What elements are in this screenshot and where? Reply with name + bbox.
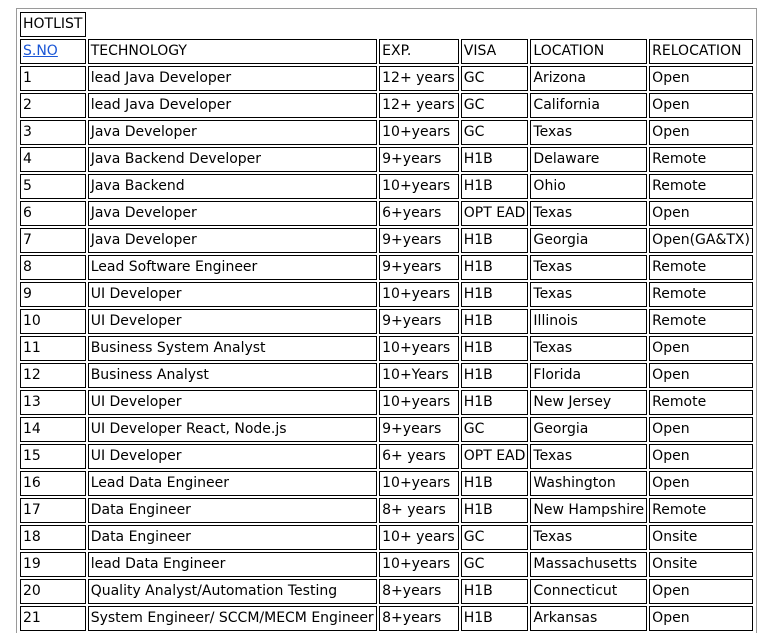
title-row-spacer: [88, 12, 753, 37]
cell-exp: 8+ years: [379, 498, 459, 523]
cell-technology: Lead Data Engineer: [88, 471, 377, 496]
cell-visa: H1B: [461, 174, 529, 199]
table-row: [20, 444, 753, 469]
cell-relocation: Remote: [649, 147, 753, 172]
cell-location: Texas: [530, 336, 647, 361]
cell-exp: 10+years: [379, 120, 459, 145]
cell-technology: UI Developer React, Node.js: [88, 417, 377, 442]
cell-location: Texas: [530, 282, 647, 307]
header-row: [20, 39, 753, 64]
table-row: [20, 174, 753, 199]
cell-sno: 11: [20, 336, 86, 361]
cell-relocation: Open: [649, 579, 753, 604]
table-row: [20, 417, 753, 442]
cell-location: Texas: [530, 201, 647, 226]
cell-visa: OPT EAD: [461, 201, 529, 226]
cell-location: Texas: [530, 255, 647, 280]
cell-relocation: Open: [649, 93, 753, 118]
cell-location: Delaware: [530, 147, 647, 172]
cell-visa: H1B: [461, 579, 529, 604]
cell-visa: H1B: [461, 309, 529, 334]
cell-technology: Java Developer: [88, 228, 377, 253]
table-row: [20, 282, 753, 307]
header-location: LOCATION: [530, 39, 647, 64]
hotlist-title: HOTLIST: [20, 12, 86, 37]
table-row: [20, 525, 753, 550]
cell-visa: GC: [461, 417, 529, 442]
cell-sno: 8: [20, 255, 86, 280]
table-row: [20, 66, 753, 91]
cell-relocation: Open: [649, 336, 753, 361]
cell-technology: System Engineer/ SCCM/MECM Engineer: [88, 606, 377, 631]
cell-relocation: Remote: [649, 282, 753, 307]
cell-sno: 12: [20, 363, 86, 388]
cell-technology: Data Engineer: [88, 498, 377, 523]
cell-exp: 10+ years: [379, 525, 459, 550]
table-row: [20, 471, 753, 496]
cell-visa: H1B: [461, 606, 529, 631]
cell-technology: Data Engineer: [88, 525, 377, 550]
cell-relocation: Remote: [649, 498, 753, 523]
table-row: [20, 228, 753, 253]
header-relocation: RELOCATION: [649, 39, 753, 64]
cell-sno: 15: [20, 444, 86, 469]
cell-visa: GC: [461, 552, 529, 577]
cell-relocation: Remote: [649, 174, 753, 199]
cell-exp: 8+years: [379, 579, 459, 604]
cell-visa: H1B: [461, 363, 529, 388]
cell-exp: 10+years: [379, 174, 459, 199]
cell-location: Washington: [530, 471, 647, 496]
cell-visa: OPT EAD: [461, 444, 529, 469]
cell-location: Texas: [530, 444, 647, 469]
cell-relocation: Open: [649, 606, 753, 631]
cell-technology: UI Developer: [88, 282, 377, 307]
cell-sno: 14: [20, 417, 86, 442]
table-row: [20, 201, 753, 226]
cell-location: Georgia: [530, 417, 647, 442]
table-row: [20, 93, 753, 118]
cell-technology: Quality Analyst/Automation Testing: [88, 579, 377, 604]
cell-visa: GC: [461, 66, 529, 91]
cell-visa: H1B: [461, 255, 529, 280]
cell-sno: 9: [20, 282, 86, 307]
cell-technology: UI Developer: [88, 309, 377, 334]
cell-visa: H1B: [461, 336, 529, 361]
table-row: [20, 255, 753, 280]
cell-location: Connecticut: [530, 579, 647, 604]
hotlist-table-body: [20, 12, 753, 631]
cell-sno: 16: [20, 471, 86, 496]
cell-sno: 5: [20, 174, 86, 199]
cell-sno: 18: [20, 525, 86, 550]
cell-sno: 3: [20, 120, 86, 145]
cell-exp: 9+years: [379, 255, 459, 280]
table-row: [20, 336, 753, 361]
cell-relocation: Open: [649, 66, 753, 91]
table-row: [20, 606, 753, 631]
cell-location: Arkansas: [530, 606, 647, 631]
cell-relocation: Open: [649, 444, 753, 469]
cell-exp: 10+years: [379, 390, 459, 415]
cell-sno: 20: [20, 579, 86, 604]
cell-visa: H1B: [461, 471, 529, 496]
cell-exp: 9+years: [379, 417, 459, 442]
cell-technology: Business Analyst: [88, 363, 377, 388]
cell-relocation: Open: [649, 201, 753, 226]
cell-sno: 13: [20, 390, 86, 415]
cell-technology: lead Java Developer: [88, 66, 377, 91]
header-sno[interactable]: [20, 39, 86, 64]
title-row: [20, 12, 753, 37]
cell-exp: 6+ years: [379, 444, 459, 469]
cell-relocation: Remote: [649, 255, 753, 280]
cell-location: Florida: [530, 363, 647, 388]
cell-exp: 9+years: [379, 147, 459, 172]
cell-visa: H1B: [461, 228, 529, 253]
table-row: [20, 120, 753, 145]
cell-location: Arizona: [530, 66, 647, 91]
cell-exp: 9+years: [379, 228, 459, 253]
header-technology: TECHNOLOGY: [88, 39, 377, 64]
header-visa: VISA: [461, 39, 529, 64]
cell-relocation: Open: [649, 417, 753, 442]
cell-visa: H1B: [461, 147, 529, 172]
hotlist-container: [16, 8, 757, 633]
cell-technology: Business System Analyst: [88, 336, 377, 361]
cell-visa: GC: [461, 93, 529, 118]
cell-location: Texas: [530, 525, 647, 550]
table-row: [20, 309, 753, 334]
cell-location: Ohio: [530, 174, 647, 199]
cell-technology: UI Developer: [88, 390, 377, 415]
cell-visa: GC: [461, 120, 529, 145]
cell-exp: 12+ years: [379, 66, 459, 91]
cell-exp: 10+Years: [379, 363, 459, 388]
cell-relocation: Open: [649, 471, 753, 496]
cell-relocation: Open: [649, 363, 753, 388]
cell-technology: lead Java Developer: [88, 93, 377, 118]
sno-header-link[interactable]: S.NO: [23, 43, 58, 59]
cell-exp: 6+years: [379, 201, 459, 226]
cell-technology: Java Developer: [88, 201, 377, 226]
cell-relocation: Onsite: [649, 552, 753, 577]
cell-sno: 7: [20, 228, 86, 253]
cell-relocation: Open: [649, 120, 753, 145]
header-exp: EXP.: [379, 39, 459, 64]
cell-exp: 8+years: [379, 606, 459, 631]
cell-sno: 17: [20, 498, 86, 523]
table-row: [20, 552, 753, 577]
cell-exp: 9+years: [379, 309, 459, 334]
cell-location: New Jersey: [530, 390, 647, 415]
cell-location: Georgia: [530, 228, 647, 253]
cell-location: Illinois: [530, 309, 647, 334]
cell-location: Massachusetts: [530, 552, 647, 577]
cell-visa: H1B: [461, 390, 529, 415]
cell-sno: 10: [20, 309, 86, 334]
cell-relocation: Onsite: [649, 525, 753, 550]
table-row: [20, 579, 753, 604]
cell-location: California: [530, 93, 647, 118]
cell-sno: 21: [20, 606, 86, 631]
cell-exp: 12+ years: [379, 93, 459, 118]
cell-sno: 6: [20, 201, 86, 226]
table-row: [20, 498, 753, 523]
table-row: [20, 390, 753, 415]
cell-location: New Hampshire: [530, 498, 647, 523]
cell-relocation: Remote: [649, 309, 753, 334]
cell-sno: 19: [20, 552, 86, 577]
cell-visa: H1B: [461, 282, 529, 307]
cell-location: Texas: [530, 120, 647, 145]
cell-exp: 10+years: [379, 282, 459, 307]
cell-sno: 4: [20, 147, 86, 172]
cell-sno: 2: [20, 93, 86, 118]
cell-technology: Java Developer: [88, 120, 377, 145]
cell-technology: Java Backend Developer: [88, 147, 377, 172]
cell-relocation: Open(GA&TX): [649, 228, 753, 253]
cell-exp: 10+years: [379, 336, 459, 361]
table-row: [20, 363, 753, 388]
cell-sno: 1: [20, 66, 86, 91]
cell-relocation: Remote: [649, 390, 753, 415]
cell-technology: lead Data Engineer: [88, 552, 377, 577]
cell-exp: 10+years: [379, 471, 459, 496]
cell-visa: GC: [461, 525, 529, 550]
table-row: [20, 147, 753, 172]
cell-visa: H1B: [461, 498, 529, 523]
cell-exp: 10+years: [379, 552, 459, 577]
cell-technology: UI Developer: [88, 444, 377, 469]
cell-technology: Java Backend: [88, 174, 377, 199]
cell-technology: Lead Software Engineer: [88, 255, 377, 280]
hotlist-table: [18, 10, 755, 633]
